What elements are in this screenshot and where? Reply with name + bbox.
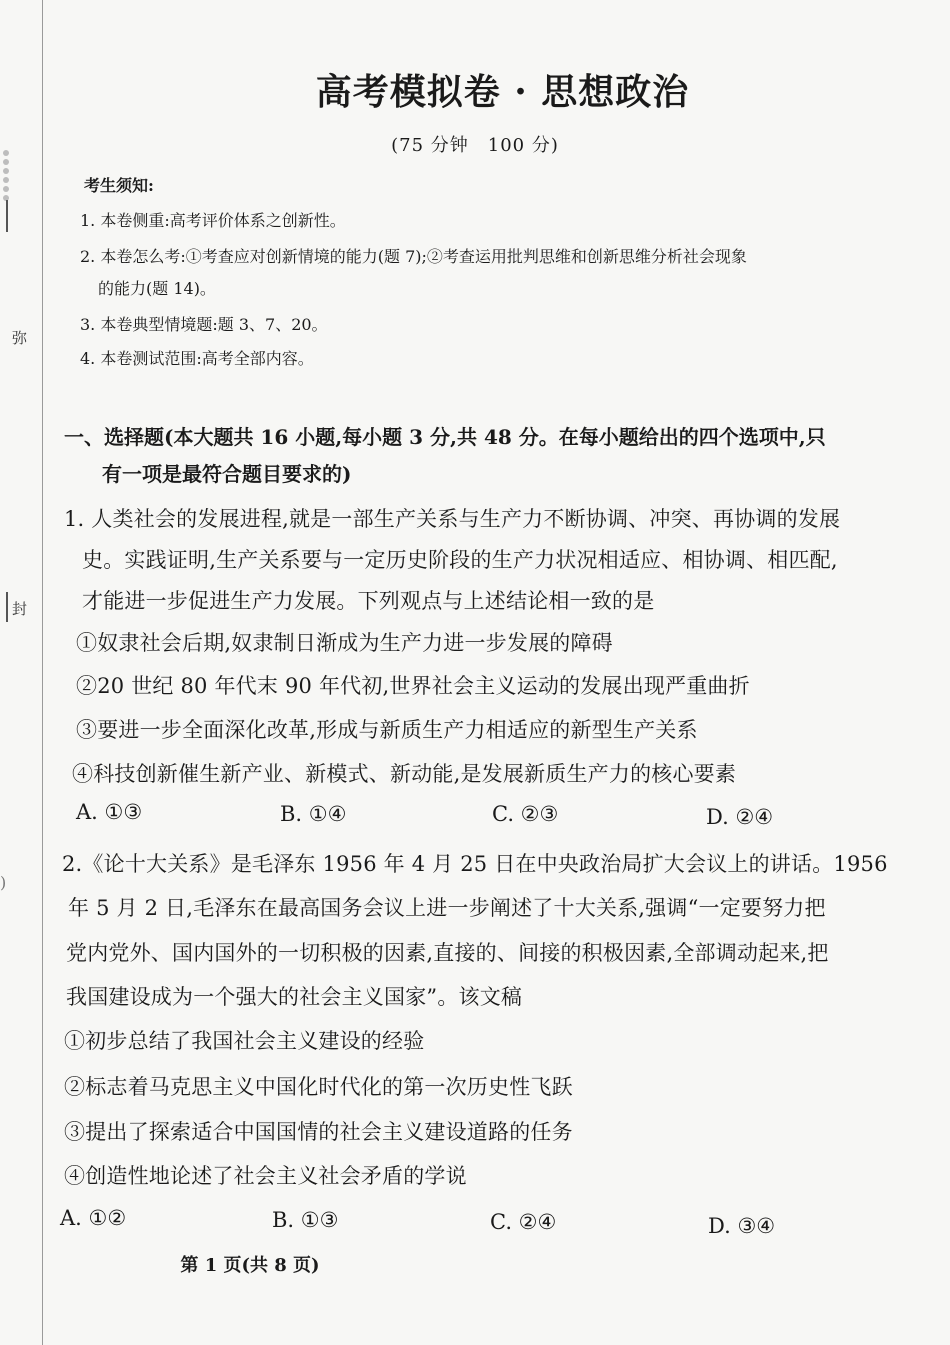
exam-title: 高考模拟卷 · 思想政治 [315,71,690,113]
question-2-option-a[interactable]: A. ①② [60,1206,127,1230]
question-2-stem: 我国建设成为一个强大的社会主义国家”。该文稿 [66,985,523,1009]
section-heading-continuation: 有一项是最符合题目要求的) [102,462,352,486]
notice-heading: 考生须知: [84,176,154,195]
page-number: 第 1 页(共 8 页) [180,1255,320,1276]
question-2-stem: 党内党外、国内国外的一切积极的因素,直接的、间接的积极因素,全部调动起来,把 [66,941,829,965]
question-2-stem: 2.《论十大关系》是毛泽东 1956 年 4 月 25 日在中央政治局扩大会议上的讲话。1956 [62,852,888,876]
binding-margin-line [42,0,43,1345]
margin-tick [6,200,8,232]
question-2-option-c[interactable]: C. ②④ [490,1210,557,1234]
question-1-item: ②20 世纪 80 年代末 90 年代初,世界社会主义运动的发展出现严重曲折 [76,674,750,698]
question-1-option-b[interactable]: B. ①④ [280,802,347,826]
margin-tick [6,592,8,622]
notice-item-continuation: 的能力(题 14)。 [98,279,216,298]
margin-seal-char: 弥 [12,329,28,347]
notice-item: 2. 本卷怎么考:①考查应对创新情境的能力(题 7);②考查运用批判思维和创新思维分析社会现象 [80,247,747,266]
question-1-stem: 1. 人类社会的发展进程,就是一部生产关系与生产力不断协调、冲突、再协调的发展 [64,507,841,531]
section-heading: 一、选择题(本大题共 16 小题,每小题 3 分,共 48 分。在每小题给出的四个选项中,只 [64,425,826,449]
binding-dots [3,150,11,204]
question-2-option-b[interactable]: B. ①③ [272,1208,339,1232]
question-1-item: ④科技创新催生新产业、新模式、新动能,是发展新质生产力的核心要素 [72,762,737,786]
margin-seal-char: 封 [12,600,28,618]
margin-paren: ) [0,873,7,892]
exam-duration-score: (75 分钟 100 分) [391,135,559,156]
notice-item: 1. 本卷侧重:高考评价体系之创新性。 [80,211,346,230]
question-1-stem: 才能进一步促进生产力发展。下列观点与上述结论相一致的是 [82,589,655,613]
question-1-option-a[interactable]: A. ①③ [76,800,143,824]
question-1-item: ③要进一步全面深化改革,形成与新质生产力相适应的新型生产关系 [76,718,698,742]
question-1-option-d[interactable]: D. ②④ [706,805,774,829]
notice-item: 3. 本卷典型情境题:题 3、7、20。 [80,315,328,334]
question-2-stem: 年 5 月 2 日,毛泽东在最高国务会议上进一步阐述了十大关系,强调“一定要努力把 [68,896,826,920]
question-2-item: ④创造性地论述了社会主义社会矛盾的学说 [64,1164,467,1188]
question-1-option-c[interactable]: C. ②③ [492,802,559,826]
question-2-item: ②标志着马克思主义中国化时代化的第一次历史性飞跃 [64,1075,573,1099]
question-2-item: ①初步总结了我国社会主义建设的经验 [64,1029,425,1053]
question-1-item: ①奴隶社会后期,奴隶制日渐成为生产力进一步发展的障碍 [76,631,613,655]
notice-item: 4. 本卷测试范围:高考全部内容。 [80,349,314,368]
question-2-option-d[interactable]: D. ③④ [708,1214,776,1238]
question-1-stem: 史。实践证明,生产关系要与一定历史阶段的生产力状况相适应、相协调、相匹配, [82,548,838,572]
question-2-item: ③提出了探索适合中国国情的社会主义建设道路的任务 [64,1120,573,1144]
